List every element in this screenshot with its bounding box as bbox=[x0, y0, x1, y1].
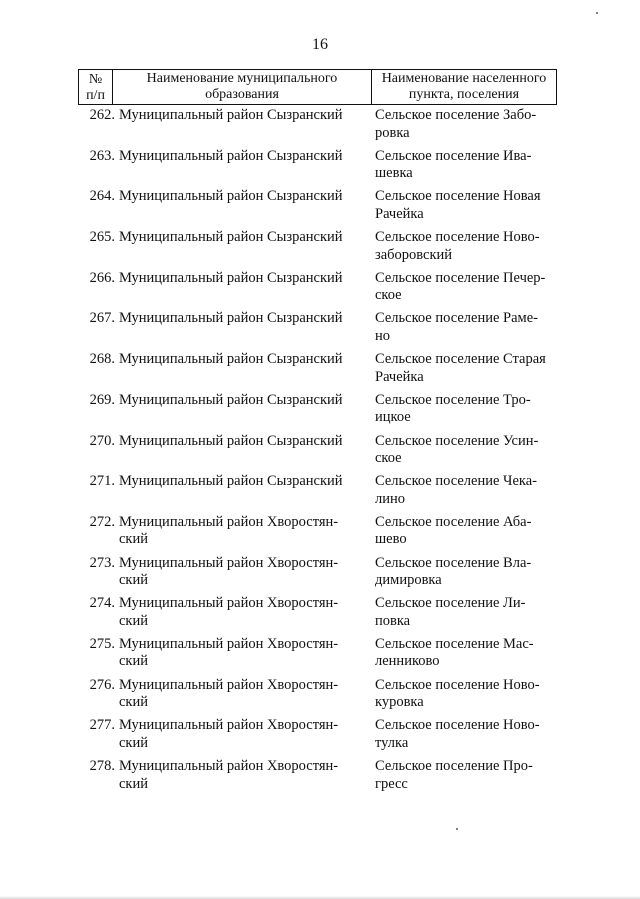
header-number-column bbox=[79, 70, 113, 104]
settlement-line1: Сельское поселение Мас- bbox=[375, 635, 534, 652]
municipality-cell bbox=[119, 351, 359, 369]
municipality-cell bbox=[119, 310, 359, 328]
settlement-cell bbox=[375, 229, 565, 264]
row-number: 275. bbox=[89, 635, 115, 652]
settlement-line2: ское bbox=[375, 287, 402, 304]
row-number: 272. bbox=[89, 513, 115, 530]
table-row bbox=[0, 226, 640, 267]
header-settlement-line1: Наименование населенного bbox=[381, 71, 547, 86]
municipality-line1: Муниципальный район Сызранский bbox=[119, 229, 343, 246]
row-number: 270. bbox=[89, 432, 115, 449]
municipality-cell bbox=[119, 188, 359, 206]
row-number: 278. bbox=[89, 758, 115, 774]
settlement-line2: тулка bbox=[375, 734, 409, 751]
municipality-cell bbox=[119, 229, 359, 247]
settlement-line2: гресс bbox=[375, 775, 408, 792]
municipality-line2: ский bbox=[119, 694, 148, 711]
table-row bbox=[0, 674, 640, 715]
municipality-cell bbox=[119, 392, 359, 410]
table-row bbox=[0, 348, 640, 389]
settlement-line1: Сельское поселение Ива- bbox=[375, 147, 532, 164]
table-row bbox=[0, 714, 640, 755]
row-number: 277. bbox=[89, 717, 115, 734]
table-body bbox=[0, 104, 640, 796]
table-row bbox=[0, 104, 640, 145]
row-number: 267. bbox=[89, 310, 115, 327]
settlement-cell bbox=[375, 392, 565, 427]
header-settlement-column bbox=[372, 70, 556, 104]
municipality-cell bbox=[119, 555, 359, 590]
settlement-cell bbox=[375, 148, 565, 183]
table-row bbox=[0, 470, 640, 511]
municipality-cell bbox=[119, 270, 359, 288]
settlement-line1: Сельское поселение Тро- bbox=[375, 391, 531, 408]
settlement-cell bbox=[375, 555, 565, 590]
municipality-line1: Муниципальный район Хворостян- bbox=[119, 513, 339, 530]
header-number-line1: № bbox=[88, 71, 103, 87]
settlement-line1: Сельское поселение Печер- bbox=[375, 269, 546, 286]
settlement-line1: Сельское поселение Усин- bbox=[375, 432, 539, 449]
settlement-line1: Сельское поселение Ли- bbox=[375, 595, 526, 612]
settlement-cell bbox=[375, 188, 565, 223]
table-row bbox=[0, 511, 640, 552]
settlement-line2: но bbox=[375, 327, 391, 344]
municipality-cell bbox=[119, 636, 359, 671]
municipality-line1: Муниципальный район Хворостян- bbox=[119, 676, 339, 693]
settlement-line1: Сельское поселение Про- bbox=[375, 758, 533, 774]
municipality-cell bbox=[119, 148, 359, 166]
settlement-cell bbox=[375, 473, 565, 508]
header-number-line2: п/п bbox=[86, 87, 105, 103]
municipality-cell bbox=[119, 717, 359, 752]
municipality-cell bbox=[119, 473, 359, 491]
settlement-line2: ицкое bbox=[375, 409, 411, 426]
settlement-cell bbox=[375, 107, 565, 142]
municipality-cell bbox=[119, 595, 359, 630]
scan-speck bbox=[596, 12, 598, 14]
settlement-cell bbox=[375, 351, 565, 386]
municipality-line2: ский bbox=[119, 531, 148, 548]
municipality-line1: Муниципальный район Хворостян- bbox=[119, 554, 339, 571]
settlement-line2: ленниково bbox=[375, 653, 440, 670]
municipality-line2: ский bbox=[119, 775, 148, 792]
municipality-cell bbox=[119, 758, 359, 793]
settlement-line2: шевка bbox=[375, 165, 413, 182]
settlement-line1: Сельское поселение Забо- bbox=[375, 107, 537, 123]
settlement-line1: Сельское поселение Ново- bbox=[375, 676, 540, 693]
municipality-line1: Муниципальный район Сызранский bbox=[119, 351, 343, 368]
row-number: 264. bbox=[89, 188, 115, 205]
row-number: 265. bbox=[89, 229, 115, 246]
municipality-line1: Муниципальный район Сызранский bbox=[119, 107, 343, 123]
municipality-line2: ский bbox=[119, 734, 148, 751]
settlement-cell bbox=[375, 595, 565, 630]
municipality-cell bbox=[119, 433, 359, 451]
table-row bbox=[0, 755, 640, 796]
settlement-cell bbox=[375, 717, 565, 752]
header-municipality-column bbox=[113, 70, 372, 104]
row-number: 263. bbox=[89, 147, 115, 164]
row-number: 274. bbox=[89, 595, 115, 612]
settlement-cell bbox=[375, 758, 565, 793]
settlement-line2: повка bbox=[375, 612, 411, 629]
municipality-line1: Муниципальный район Сызранский bbox=[119, 310, 343, 327]
settlement-line2: лино bbox=[375, 490, 406, 507]
row-number: 266. bbox=[89, 269, 115, 286]
settlement-line1: Сельское поселение Раме- bbox=[375, 310, 538, 327]
settlement-line2: ровка bbox=[375, 124, 410, 141]
settlement-line2: куровка bbox=[375, 694, 424, 711]
table-row bbox=[0, 592, 640, 633]
settlement-cell bbox=[375, 270, 565, 305]
row-number: 271. bbox=[89, 473, 115, 490]
settlement-line2: шево bbox=[375, 531, 407, 548]
municipality-line1: Муниципальный район Сызранский bbox=[119, 391, 343, 408]
municipality-cell bbox=[119, 677, 359, 712]
settlement-cell bbox=[375, 636, 565, 671]
table-row bbox=[0, 185, 640, 226]
row-number: 276. bbox=[89, 676, 115, 693]
header-municipality-line1: Наименование муниципального bbox=[146, 71, 338, 86]
table-row bbox=[0, 552, 640, 593]
table-row bbox=[0, 267, 640, 308]
row-number: 273. bbox=[89, 554, 115, 571]
settlement-cell bbox=[375, 514, 565, 549]
municipality-line2: ский bbox=[119, 653, 148, 670]
settlement-line2: Рачейка bbox=[375, 205, 424, 222]
scan-speck bbox=[456, 828, 458, 830]
settlement-line1: Сельское поселение Старая bbox=[375, 351, 546, 368]
settlement-line1: Сельское поселение Ново- bbox=[375, 229, 540, 246]
page-number: 16 bbox=[312, 36, 328, 53]
municipality-cell bbox=[119, 107, 359, 125]
settlement-line1: Сельское поселение Новая bbox=[375, 188, 541, 205]
header-settlement-line2: пункта, поселения bbox=[408, 87, 520, 102]
settlement-line1: Сельское поселение Аба- bbox=[375, 513, 532, 530]
municipality-line1: Муниципальный район Сызранский bbox=[119, 473, 343, 490]
settlement-line1: Сельское поселение Ново- bbox=[375, 717, 540, 734]
table-row bbox=[0, 633, 640, 674]
settlement-line1: Сельское поселение Вла- bbox=[375, 554, 532, 571]
settlement-line2: димировка bbox=[375, 572, 442, 589]
municipality-line1: Муниципальный район Сызранский bbox=[119, 147, 343, 164]
municipality-line2: ский bbox=[119, 612, 148, 629]
table-row bbox=[0, 145, 640, 186]
municipality-line1: Муниципальный район Сызранский bbox=[119, 269, 343, 286]
settlement-cell bbox=[375, 677, 565, 712]
settlement-line2: ское bbox=[375, 450, 402, 466]
settlement-cell bbox=[375, 433, 565, 468]
row-number: 262. bbox=[89, 107, 115, 123]
settlement-line2: Рачейка bbox=[375, 368, 424, 385]
table-row bbox=[0, 307, 640, 348]
municipality-cell bbox=[119, 514, 359, 549]
table-row bbox=[0, 389, 640, 430]
municipality-line1: Муниципальный район Сызранский bbox=[119, 432, 343, 449]
municipality-line1: Муниципальный район Сызранский bbox=[119, 188, 343, 205]
municipality-line1: Муниципальный район Хворостян- bbox=[119, 595, 339, 612]
table-row bbox=[0, 430, 640, 471]
municipality-line1: Муниципальный район Хворостян- bbox=[119, 717, 339, 734]
row-number: 268. bbox=[89, 351, 115, 368]
table-header bbox=[78, 69, 557, 105]
header-municipality-line2: образования bbox=[205, 87, 279, 102]
municipality-line1: Муниципальный район Хворостян- bbox=[119, 758, 339, 774]
row-number: 269. bbox=[89, 391, 115, 408]
settlement-line1: Сельское поселение Чека- bbox=[375, 473, 537, 490]
municipality-line1: Муниципальный район Хворостян- bbox=[119, 635, 339, 652]
municipality-line2: ский bbox=[119, 572, 148, 589]
settlement-line2: заборовский bbox=[375, 246, 453, 263]
settlement-cell bbox=[375, 310, 565, 345]
